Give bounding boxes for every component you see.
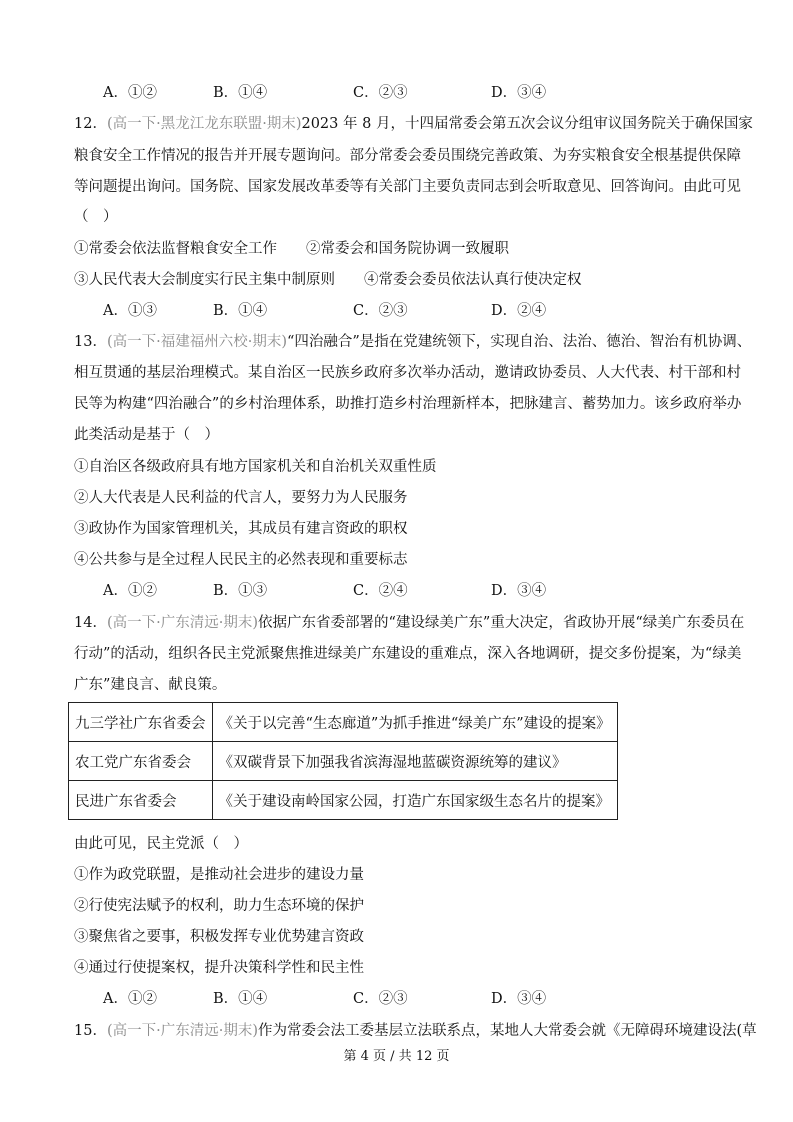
q13-statement-1: ①自治区各级政府具有地方国家机关和自治机关双重性质 [74,459,437,475]
q14-line-2: 行动”的活动，组织各民主党派聚焦推进绿美广东建设的重难点，深入各地调研，提交多份提案，为“绿美 [74,646,742,662]
q12-text-1: 2023 年 8 月，十四届常委会第五次会议分组审议国务院关于确保国家 [301,116,753,132]
option-d: D．②④ [491,303,547,319]
q14-question: 由此可见，民主党派（ ） [74,836,248,852]
q13-source: (高一下·福建福州六校·期末) [106,334,287,350]
table-cell: 民进广东省委会 [69,781,213,820]
option-b: B．①④ [213,85,268,101]
q13-number: 13． [74,334,107,350]
q14-statement-2: ②行使宪法赋予的权利，助力生态环境的保护 [74,898,364,914]
table-row [69,742,618,781]
q13-line-1 [74,332,751,352]
q14-number: 14． [74,615,107,631]
table-cell: 《关于以完善“生态廊道”为抓手推进“绿美广东”建设的提案》 [212,703,617,742]
q14-text-1: 依据广东省委部署的“建设绿美广东”重大决定，省政协开展“绿美广东委员在 [258,615,745,631]
page-footer: 第 4 页 / 共 12 页 [343,1049,450,1064]
table-row [69,781,618,820]
q15-text-1: 作为常委会法工委基层立法联系点，某地人大常委会就《无障碍环境建设法(草 [258,1023,757,1039]
q15-line-1 [74,1021,757,1041]
q13-line-3: 民等为构建“四治融合”的乡村治理体系，助推打造乡村治理新样本，把脉建言、蓄势加力。该乡政府举办 [74,396,742,412]
q13-statement-3: ③政协作为国家管理机关，其成员有建言资政的职权 [74,521,408,537]
q15-source: (高一下·广东清远·期末) [106,1023,258,1039]
option-a: A．①② [103,85,157,101]
option-b: B．①④ [213,991,268,1007]
q13-line-2: 相互贯通的基层治理模式。某自治区一民族乡政府多次举办活动，邀请政协委员、人大代表、村干部和村 [74,365,741,381]
option-b: B．①③ [213,583,268,599]
table-cell: 农工党广东省委会 [69,742,213,781]
q13-text-1: “四治融合”是指在党建统领下，实现自治、法治、德治、智治有机协调、 [286,334,752,350]
q12-number: 12． [74,116,107,132]
option-d: D．③④ [491,583,547,599]
option-a: A．①② [103,991,157,1007]
option-a: A．①③ [103,303,157,319]
option-c: C．②③ [353,85,408,101]
q14-statement-3: ③聚焦省之要事，积极发挥专业优势建言资政 [74,929,364,945]
table-cell: 《关于建设南岭国家公园，打造广东国家级生态名片的提案》 [212,781,617,820]
q12-source: (高一下·黑龙江龙东联盟·期末) [106,116,302,132]
q12-line-4: （ ） [74,209,118,225]
q15-number: 15． [74,1023,107,1039]
option-c: C．②④ [353,583,408,599]
q14-source: (高一下·广东清远·期末) [106,615,258,631]
q13-statement-4: ④公共参与是全过程人民民主的必然表现和重要标志 [74,552,408,568]
option-d: D．③④ [491,85,547,101]
table-cell: 《双碳背景下加强我省滨海湿地蓝碳资源统筹的建议》 [212,742,617,781]
option-a: A．①② [103,583,157,599]
q14-line-3: 广东”建良言、献良策。 [74,677,227,693]
q14-statement-4: ④通过行使提案权，提升决策科学性和民主性 [74,960,364,976]
q12-statement-1: ①常委会依法监督粮食安全工作 ②常委会和国务院协调一致履职 [74,241,509,257]
q12-line-1 [74,114,753,134]
q12-line-3: 等问题提出询问。国务院、国家发展改革委等有关部门主要负责同志到会听取意见、回答询问。由此可见 [74,179,741,195]
q12-statement-2: ③人民代表大会制度实行民主集中制原则 ④常委会委员依法认真行使决定权 [74,272,582,288]
table-cell: 九三学社广东省委会 [69,703,213,742]
option-d: D．③④ [491,991,547,1007]
q14-table [68,702,618,820]
option-c: C．②③ [353,991,408,1007]
option-b: B．①④ [213,303,268,319]
q12-line-2: 粮食安全工作情况的报告并开展专题询问。部分常委会委员围绕完善政策、为夯实粮食安全根基提供保障 [74,148,741,164]
q13-line-4: 此类活动是基于（ ） [74,427,219,443]
option-c: C．②③ [353,303,408,319]
q14-line-1 [74,613,744,633]
q13-statement-2: ②人大代表是人民利益的代言人，要努力为人民服务 [74,490,408,506]
table-row [69,703,618,742]
q14-statement-1: ①作为政党联盟，是推动社会进步的建设力量 [74,867,364,883]
